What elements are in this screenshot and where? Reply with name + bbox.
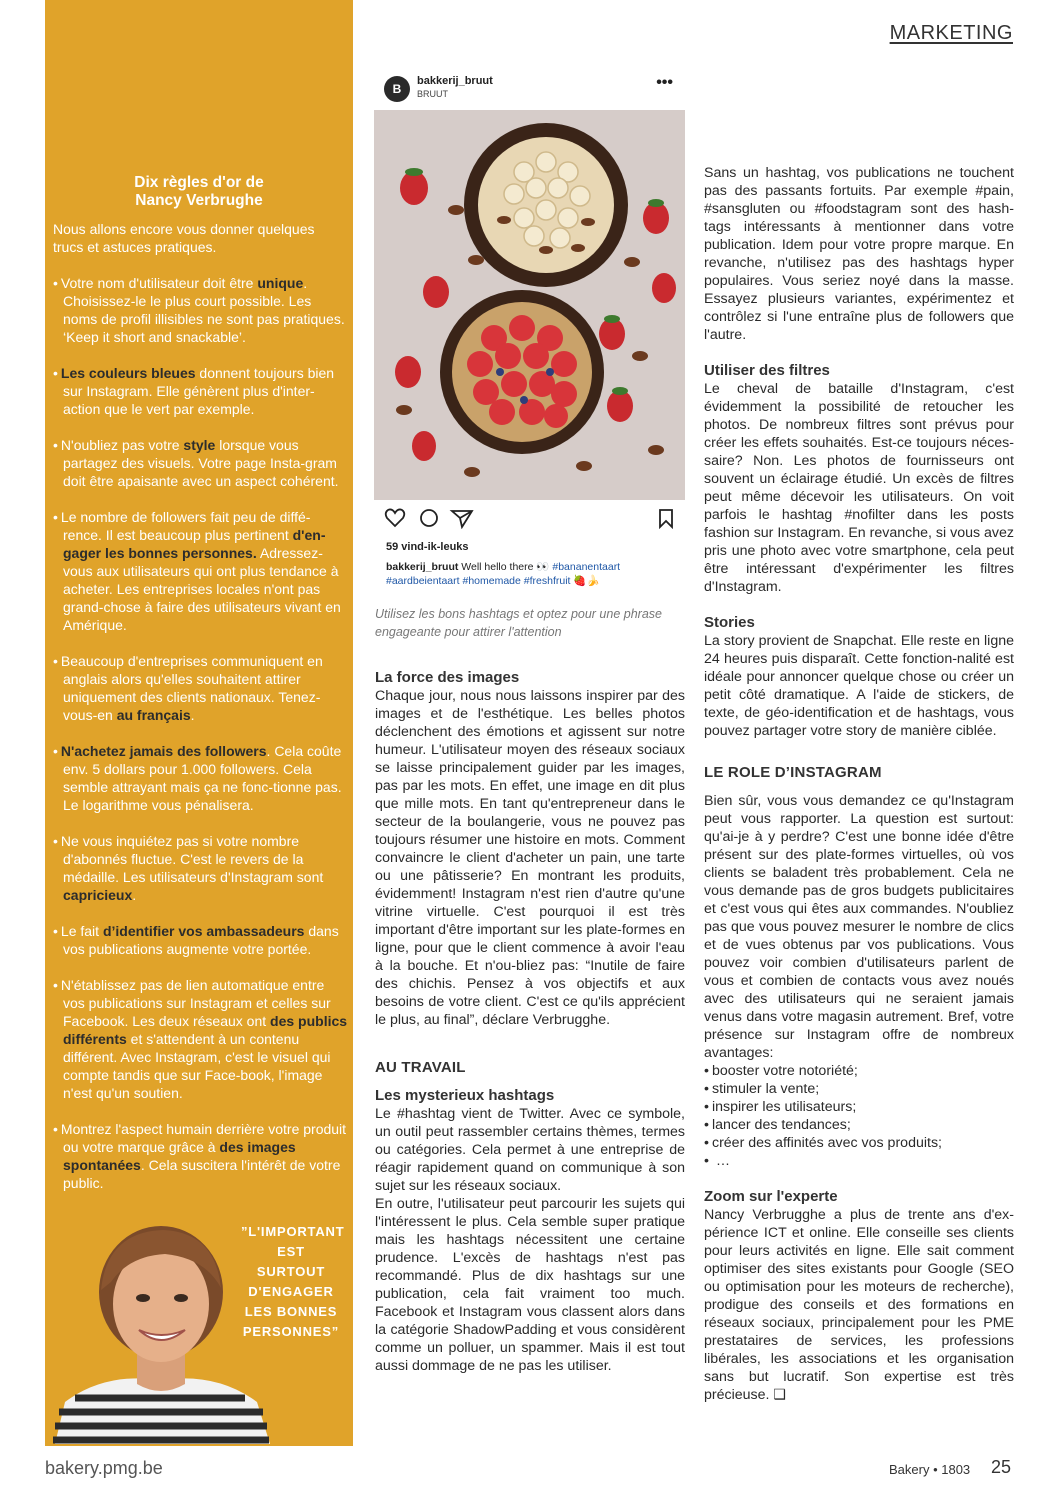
- advantages-list: [704, 1062, 1014, 1170]
- paragraph-role: Bien sûr, vous vous demandez ce qu'Instagram peut vous rapporter. La question est surtout: qu'ai-je à y perdre? C'est une bonne idée d'être présent sur des plate-formes virtuelles, où vos clients se baladent très probablement. Cela ne vous demande pas de gros budgets publicitaires et c'est vous qui êtes aux commandes. N'oubliez pas que vous pouvez mesurer le nombre de clics et de vues obtenus par vos publications. Vous pouvez voir combien d'utilisateurs parlent de vous et combien de contacts vous avez noués avec des utilisateurs qui ne seraient jamais venus dans votre magasin autrement. Bref, votre présence sur Instagram offre de nombreux avantages:: [704, 793, 1014, 1061]
- quote-line: EST SURTOUT: [256, 1244, 326, 1279]
- paragraph-hashtags-1: Le #hashtag vient de Twitter. Avec ce symbole, un outil peut rassembler certains thèmes, termes ou catégories. Cela permet à une entreprise de réagir rapidement quand on communique à son sujet sur les réseaux sociaux.: [375, 1106, 685, 1194]
- rule-emphasis: Les couleurs bleues: [60, 365, 196, 381]
- rule-item: [53, 364, 349, 418]
- quote-line: LES BONNES: [244, 1304, 338, 1319]
- caption-text: Well hello there 👀: [458, 561, 553, 573]
- heading-filtres: Utiliser des filtres: [704, 362, 830, 379]
- rule-item: [53, 922, 349, 958]
- advantage-item: • booster votre notoriété;: [704, 1062, 1014, 1080]
- post-header: [374, 66, 685, 110]
- rule-item: [53, 832, 349, 904]
- paragraph-filtres: Le cheval de bataille d'Instagram, c'est évidemment la possibilité de retoucher les photos. De nombreux filtres sont prévus pour créer les effets souhaités. Est-ce toujours néces-saire? Non. Les photos de fournisseurs ont souvent un éclairage étudié. Un excès de filtres peut même décevoir les utilisateurs. On voit parfois le hashtag #nofilter dans les posts fashion sur Instagram. En revanche, si vous avez pris une photo avec votre smartphone, cela peut être intéressant d'expérimenter les filtres d'Instagram.: [704, 381, 1014, 595]
- rule-emphasis: unique: [257, 275, 304, 291]
- heading-zoom: Zoom sur l'experte: [704, 1188, 838, 1205]
- rule-text: .: [190, 707, 195, 723]
- rule-text: et s'attendent à un contenu différent. Avec Instagram, c'est le visuel qui compte tandis que sur Face-book, l'image n'est qu'un soutien.: [63, 1031, 331, 1101]
- quote-line: ”L'IMPORTANT: [241, 1224, 345, 1239]
- heart-icon[interactable]: [386, 509, 405, 526]
- pull-quote: [241, 1222, 345, 1342]
- caption-emoji: 🍓🍌: [570, 575, 600, 587]
- rule-text: Le fait: [60, 923, 103, 939]
- post-account-name: BRUUT: [417, 89, 448, 99]
- advantage-item: • inspirer les utilisateurs;: [704, 1098, 1014, 1116]
- page-number: 25: [991, 1457, 1012, 1477]
- tarts-photo: [374, 110, 685, 500]
- rule-text: .: [132, 887, 137, 903]
- rules-list: [53, 274, 349, 1210]
- rule-emphasis: style: [183, 437, 216, 453]
- sidebar-title-line: Dix règles d'or de: [134, 174, 264, 191]
- website-link[interactable]: bakery.pmg.be: [45, 1458, 163, 1478]
- sidebar-title-line: Nancy Verbrughe: [135, 192, 263, 209]
- rule-text: donnent toujours bien sur Instagram. Elle génèrent plus d'inter-action que le vert par exemple.: [63, 365, 335, 417]
- rule-item: [53, 1120, 349, 1192]
- rule-text: Ne vous inquiétez pas si votre nombre d'abonnés fluctue. C'est le revers de la médaille. Les utilisateurs d'Instagram sont: [60, 833, 324, 885]
- quote-line: D'ENGAGER: [248, 1284, 334, 1299]
- rule-emphasis: d'en-gager les bonnes personnes.: [63, 527, 326, 561]
- paragraph-hashtags-3: Sans un hashtag, vos publications ne touchent pas des passants fortuits. Par exemple #pain, #sansgluten ou #foodstagram sont des hash-tags intéressants à mentionner dans votre publication. Idem pour votre propre marque. En revanche, n'utilisez pas des hashtags hyper populaires. Vous seriez noyé dans la masse. Essayez plusieurs variantes, expérimentez et contrôlez si l'une entraîne plus de followers que l'autre.: [704, 165, 1014, 343]
- rule-emphasis: capricieux: [63, 887, 133, 903]
- rule-item: [53, 274, 349, 346]
- heading-stories: Stories: [704, 614, 755, 631]
- rule-text: Montrez l'aspect humain derrière votre produit ou votre marque grâce à: [60, 1121, 347, 1155]
- rule-text: Beaucoup d'entreprises communiquent en anglais alors qu'elles souhaitent attirer uniquement des clients nationaux. Tenez-vous-en: [60, 653, 323, 723]
- rule-text: N'oubliez pas votre: [60, 437, 184, 453]
- rule-text: . Choisissez-le le plus court possible. Les noms de profil illisibles ne sont pas pratiques. ‘Keep it short and snackable’.: [63, 275, 345, 345]
- rule-text: Adressez-vous aux utilisateurs qui ont plus tendance à acheter. Les entreprises locales n'ont pas grand-chose à faire des utilisateurs vivant en Amérique.: [63, 545, 341, 633]
- caption-hashtags[interactable]: #aardbeientaart #homemade #freshfruit: [386, 575, 571, 587]
- post-caption: [386, 560, 678, 588]
- paragraph-hashtags-2: En outre, l'utilisateur peut parcourir les sujets qui l'intéressent le plus. Cela semble super pratique mais les hashtags nécessitent une certaine prudence. L'excès de hashtags n'est pas recommandé. Plus de dix hashtags sur une publication, cela fait vraiment too much. Facebook et Instagram vous classent alors dans la catégorie ShadowPadding et vous considèrent comme un polluer, un spammer. Mais il est tout aussi dommage de ne pas les utiliser.: [375, 1196, 685, 1374]
- tips-sidebar: [45, 0, 353, 1446]
- rule-text: . Cela suscitera l'intérêt de votre public.: [63, 1157, 341, 1191]
- rule-emphasis: des images spontanées: [63, 1139, 296, 1173]
- section-label: MARKETING: [889, 22, 1013, 44]
- more-options-icon[interactable]: •••: [656, 74, 673, 91]
- rule-item: [53, 508, 349, 634]
- rule-text: Votre nom d'utilisateur doit être: [60, 275, 258, 291]
- advantage-item: • créer des affinités avec vos produits;: [704, 1134, 1014, 1152]
- bookmark-icon[interactable]: [660, 510, 672, 527]
- advantage-item: • …: [704, 1152, 1014, 1170]
- rule-emphasis: au français: [116, 707, 191, 723]
- heading-au-travail: AU TRAVAIL: [375, 1059, 466, 1076]
- rule-item: [53, 652, 349, 724]
- rule-text: lorsque vous partagez des visuels. Votre page Insta-gram doit être apaisante avec un aspect cohérent.: [63, 437, 339, 489]
- rule-emphasis: d’identifier vos ambassadeurs: [102, 923, 305, 939]
- caption-hashtag[interactable]: #bananentaart: [552, 561, 621, 573]
- comment-icon[interactable]: [421, 510, 437, 526]
- heading-hashtags: Les mysterieux hashtags: [375, 1087, 555, 1104]
- post-action-icons: [384, 507, 679, 529]
- share-icon[interactable]: [452, 511, 472, 527]
- photo-caption: Utilisez les bons hashtags et optez pour une phrase engageante pour attirer l'attention: [375, 607, 662, 639]
- rule-item: [53, 742, 349, 814]
- magazine-issue: Bakery • 1803: [889, 1462, 971, 1477]
- article-column-2: [375, 669, 685, 1375]
- rule-text: Le nombre de followers fait peu de diffé-rence. Il est beaucoup plus pertinent: [60, 509, 311, 543]
- sidebar-title: [45, 174, 353, 210]
- post-username[interactable]: bakkerij_bruut: [417, 75, 493, 87]
- rule-item: [53, 976, 349, 1102]
- paragraph-stories: La story provient de Snapchat. Elle reste en ligne 24 heures puis disparaît. Cette fonction-nalité est idéale pour annoncer quelque chose ou créer un petit côté dramatique. A l'aide de stickers, de texte, de géo-identification et de hashtags, vous pouvez partager votre story de manière ciblée.: [704, 633, 1014, 739]
- rule-text: N'établissez pas de lien automatique entre vos publications sur Instagram et celles sur Facebook. Les deux réseaux ont: [60, 977, 331, 1029]
- heading-force-images: La force des images: [375, 669, 520, 686]
- rule-item: [53, 436, 349, 490]
- rule-text: . Cela coûte env. 5 dollars pour 1.000 followers. Cela semble attrayant mais ça ne fonc-tionne pas. Le logarithme vous pénalisera.: [63, 743, 342, 813]
- sidebar-intro: Nous allons encore vous donner quelques trucs et astuces pratiques.: [53, 221, 315, 255]
- instagram-post: [374, 66, 685, 596]
- paragraph-force-images: Chaque jour, nous nous laissons inspirer par des images et de l'esthétique. Les belles photos déclenchent des émotions et agissent sur notre humeur. L'utilisateur moyen des réseaux sociaux se laisse principalement guider par les images, pas par les mots. En effet, une image en dit plus que mille mots. En tant qu'entrepreneur dans le secteur de la boulangerie, vous ne pouvez pas toujours résumer une histoire en mots. Comment convaincre le client d'acheter un pain, une tarte ou une pâtisserie? En montrant les produits, évidemment! Instagram n'est rien d'autre qu'une vitrine virtuelle. C'est pourquoi il est très important d'être important sur les plate-formes en ligne, pour que le client commence à avoir l'eau à la bouche. Et n'ou-bliez pas: “Inutile de faire des chichis. Pensez à vos objectifs et aux besoins de votre client. C'est ce qu'ils apprécient le plus, au final”, déclare Verbrugghe.: [375, 688, 685, 1028]
- rule-text: dans vos publications augmente votre portée.: [63, 923, 339, 957]
- article-column-3: [704, 164, 1014, 1404]
- caption-username[interactable]: bakkerij_bruut: [386, 561, 459, 573]
- advantage-item: • stimuler la vente;: [704, 1080, 1014, 1098]
- quote-line: PERSONNES”: [242, 1324, 340, 1339]
- rule-emphasis: N'achetez jamais des followers: [60, 743, 267, 759]
- likes-count: 59 vind-ik-leuks: [386, 541, 469, 553]
- paragraph-zoom: Nancy Verbrugghe a plus de trente ans d'ex-périence ICT et online. Elle conseille ses clients pour leurs activités en ligne. Elle sait comment optimiser des sites existants pour Google (SEO ou optimisation pour les moteurs de recherche), prodigue des conseils et des formations en réseaux sociaux, principalement pour les PME prestataires de services, les professions libérales, les associations et les organisation sans but lucratif. Son expertise est très précieuse. ❑: [704, 1207, 1014, 1403]
- rule-emphasis: des publics différents: [63, 1013, 348, 1047]
- heading-role-instagram: LE ROLE D’INSTAGRAM: [704, 764, 882, 781]
- account-avatar[interactable]: B: [384, 76, 410, 102]
- advantage-item: • lancer des tendances;: [704, 1116, 1014, 1134]
